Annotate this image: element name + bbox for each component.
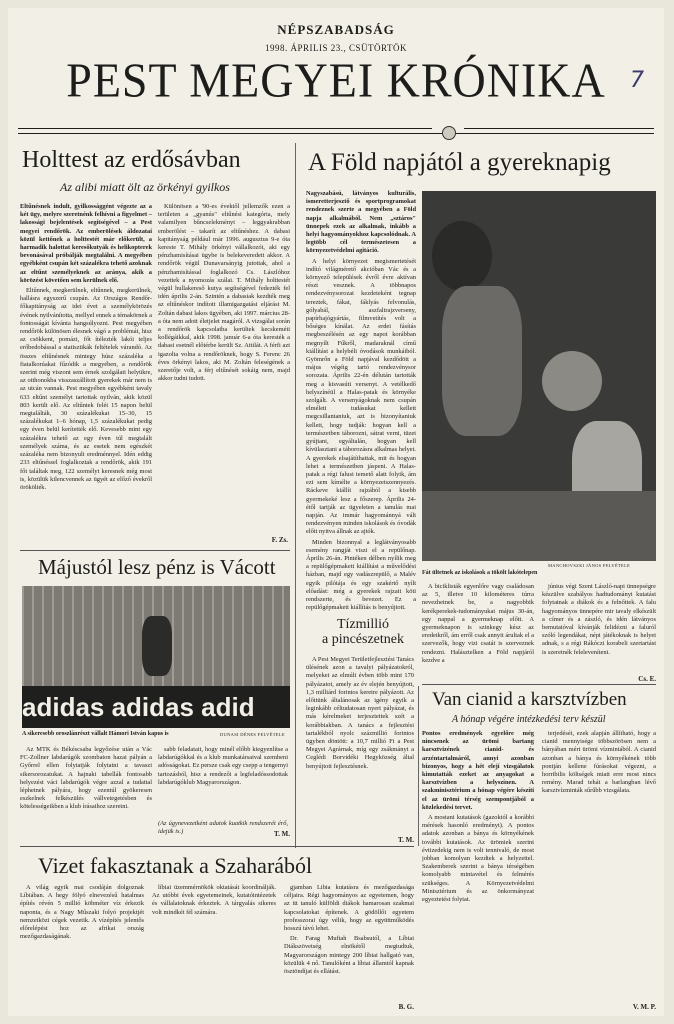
holttest-lead: Eltűnésnek indult, gyilkossággént végezte az a két ügy, melyre szeretnénk felhívni a figyelmet – lakossági bejelentések segítségével – a Pest megyei rendőrök. Az emberölések áldozatai közül kettőnek a holttestét már előkerült, a harmadik halottat keresőkutyák és helikopterek bevonásával próbálják megtalálni. A megyében egyébként csupán két százalékra tehető azoknak az eltűnt személyeknek az aránya, akik a körözést követően sem kerülnek elő.	[20, 203, 152, 284]
vizet-body-2: líbiai üzemmérnökök oktatását koordinálják. Az utóbbi évek egyetemeinek, kutatóintézetek és vállalatoknak érkeztek. A tárgyalás sikeres volt mindkét fél számára.	[152, 884, 276, 916]
majus-signature: T. M.	[273, 830, 290, 838]
fold-body-3: A biciklisták egyenlőre vagy családosan az 5, illetve 10 kilométeres túrra nevezhetnek be, a nagyobbik kerékperekek-tudományukat május 30-án, egy nappal a gyermeknap előtt. A gyermeknapon is szinkegy kész az eredetkről, ám erről csak annyit árultak el a szervezők, hogy vizi csatát is szerveznek rendezni. Halásztelken a Föld napjáról kezdve a	[422, 583, 534, 664]
holttest-title: Holttest az erdősávban	[22, 147, 241, 173]
adidas-banner: adidas adidas adid	[22, 686, 290, 728]
cianid-subtitle: A hónap végére intézkedési terv készül	[452, 714, 606, 725]
cianid-title: Van cianid a karsztvízben	[432, 689, 627, 710]
fold-body-4: június végi Szent László-napi ünnepségre készülve szabályos hadtudományi kutatást folytatnak a diákok és a felnőttek. A falu hagyományos ünnepére mir tavaly elkészült a címer és a zászló, és idén látványos bemutatóval kívánják felidézni a faluról szóló legendákat, népi játékoknak is helyet adnak, s a régi Rákóczi korabeli szertartást is szeretnék feleleveníteni.	[542, 583, 656, 656]
cianid-column-2	[542, 730, 656, 1000]
tizmillio-body: A Pest Megyei Területfejlesztési Tanács ülésének azon a tavalyi pályázatokról, melyeket az elmúlt évben több mint 170 pályázatot, amely az év elején benyújtott, 1,3 milliárd forintos keretre pályázott. Az előttünk általánosak az igény egyik a leginkább céltudatosan nyert pályázat, és más kérelmeket terjesztettek szét a korábbiakban. A tanács a fejlesztési tartalékból nyolc százmillió forintos ügyben döntött: a 10,7 millió Ft a Pest Megyei Agrárnak, míg egy zsákmányt a Ceglédi Borvidéki Hegyközség által benyújtott fejlesztésnek.	[306, 656, 414, 770]
majus-body: Az MTK és Békéscsaba legyőzése után a Vác FC-Zollner labdarúgók szombaton hazai pályán a Győrrel ellen folytatják folytatni a tavaszi sikersorozatukat. A hajnaki tabellák fontosabb helyezést váci labdarúgók végre azzal a tudattal léphetnek pályára, hogy ezentúl gyökeresen eszkelnek felkészülés vállvetegetésben és kötelességeikben a klub írásaihoz szeretni.	[20, 746, 152, 811]
holttest-signature: F. Zs.	[271, 536, 288, 544]
vizet-body: A világ egyik mai csodáján dolgoznak Líbiában. A hegy fölyó elnevezésű hatalmas építés révén 5 millió köbméter víz érkezik naponta, és a Nagy Műszaki folyó projektjét nemzetközi cégek vezetik. A vízépítés jelentős előrelépést hoz az afrikai ország mezőgazdaságának.	[20, 884, 144, 941]
masthead-rule-bottom	[18, 133, 654, 134]
fold-signature: Cs. E.	[638, 675, 656, 683]
majus-column-1	[20, 746, 152, 838]
fold-caption: Fát ültetnek az iskolások a tökölt lakótelepen	[422, 570, 538, 576]
cianid-column-1	[422, 730, 534, 1016]
majus-column-2	[158, 746, 288, 818]
column-divider-2	[295, 608, 296, 848]
vizet-body-4: Dr. Farag Muftah Bsabsutól, a Líbiai Diákszövetség elnökétől megtudtuk, Magyarországon mintegy 200 líbiai hallgató van, közülük 4 nő. Tanulóként a líbiai államtól kapnak ösztöndíjat és ellátást.	[284, 935, 414, 976]
cianid-signature: V. M. P.	[632, 1003, 656, 1011]
masthead-rule-top	[18, 128, 432, 129]
vizet-column-1	[20, 884, 144, 1012]
column-divider-1	[295, 143, 296, 683]
holttest-body: Eltűnnek, megkerülnek, eltűnnek, megkerülnek, hallásra egyszerű csupán. Az Országos Rendőr-főkapitányság az idei évet a személykörözés évének nyilvánította, mellyel ennek a témakörnek a fontosságát kívánta hangsúlyozni. Pest megyében rendőrök különösen élesnek vágó a problémát, hisz az csökkent, pomázi, főt ítélezték lakói teljes erőbedobással a statisztikák feltételek várandó. Az összes eltűnésnek mintegy húsz százaléka a fiatalkorúakat fűzódik a megyében, a rendőrök szerint még viszont sem érnek szolgálati helyükre, az otthonokba visszaszállított gyerekek már nem is az utcán vannak. Pest megyében egyébként tavaly 633 eltűnt személyt tartottak nyilván, akik közül 803 került elő. Az eltűntek felét 15 napon belül megtalálták, 30 százalékukat 15–30, 15 százalékukat 1–6 hónap, 1,5 százalékukat pedig egy éven belül kerítették elő. Kevesebb mint egy százalékra tehető az egy éven túl megtalált személyek száma, és az esetek nem egészkét százaléka nem bizonyult eredménnyel. Idén eddig 233 eltűnéssel foglalkoztak a rendőrök, akik 191 főt találtak meg, 122 személyt keresnek még most is, közülük kilencvennek az ügyét az előző évekről örökölték.	[20, 287, 152, 491]
fold-column-3	[542, 583, 656, 675]
vizet-body-3: gjamban Libia kutatásra és mezőgazdasága céljaira. Régi hagyományos az egyetemen, hogy az itt tanuló külföldi diákok hamarosan szakmai kapcsolatokat építenek. A gödöllői egyetem professzorai úgy vélik, hogy az együttműködés hosszú távú lehet.	[284, 884, 414, 933]
majus-note: (Az úgynevezetként adatok kuatkik rendszerét érő, idejük is.)	[158, 820, 288, 836]
cianid-lead: Pontos eredmények egyelőre még nincsenek az ürömi bartang karsztvizének cianid- és arzéntartalmáról, annyi azonban bizonyos, hogy a hét elejí vizsgálatok kimutatták ezeket az anyagokat a karsztvízben a helyszínen. A szakminisztérium a hónap végére készíti el az ürömi térség szempontjából a közlekedési tervet.	[422, 730, 534, 811]
majus-photo	[22, 586, 290, 728]
cianid-body: A mostani kutatások (gazoktól a korábbi mérések hasonló eredményt). A pontos adatok azonban a bánya és környékének további kutatások. Az ürömiek szerint évtizedekig nem is volt tennivaló, de most jobban komolyan kezdtek a helyzettel. Szakemberek szerint a bánya térségében komolyabb mintavétel és felmérés szükséges. A Környezetvédelmi Minisztérium és az önkormányzat egyeztetést folytat.	[422, 814, 534, 904]
tizmillio-signature: T. M.	[397, 836, 414, 844]
section-title: PEST MEGYEI KRÓNIKA	[66, 53, 606, 108]
child-figure-3	[542, 351, 602, 411]
section-divider-1	[20, 550, 290, 551]
majus-photo-credit: DUNASI DÉNES FELVÉTELE	[220, 732, 285, 737]
holttest-column-1	[20, 203, 152, 548]
fold-body: A helyi környezet megismertetését indító világmérető akcióban Vác és a környező települések évről évre aktívan részt vesznek. A többnapos rendezvénysorozat kezdeteként tegnap tereztek, fákat, fáklyás felvonulás, gólyabál, aszfaltrajzverseny, papírhajógyártás, filmvetítés volt a bőséges kínálat. Az erdei fásítás megbeszélésén az egy napot korábban megnyílt Fűkről, madaraknál című kiállítást a helybéli óvodások munkáiból. Gyömrőn a Föld napjával kezdődött a május végéig tartó rendezvénysor sorozata. Április 22-én délután tartották meg a kisvasúti versenyt. A vetélkedő helyszínéül a Halas-patak és környéke szolgált. A versenyágoknak nem csupán elméleti tudásukat kellett megcsillantaniuk, azt is bizonyítaniuk kellett, hogy tudják: hogyan kell a természetben táborozni, sátrat verni, tüzet gyújtani, egyáltalán, hogyan kell kívülasztani a táborozásra alkalmas helyet. A gyerekek elsajátíthattak, mit és hogyan lehet a természetben jáspeni. A Halas-patak a régi falusi temető alatt folyik, ám ezt sem kímélte a környezetszennyezés. Ráckeve kiállít rajzából a kisebb gyermekeké lesz a főszerep. Április 24-étől tartják az ügyeleten a tanulás mai napján. Az immár hagyománnyá vált rendezvényen minden iskolások és óvodák előtt nyitva állnak az ajtók.	[306, 257, 416, 536]
section-divider-2	[422, 684, 656, 685]
cianid-body-2: terjedését, ezek alapján állítható, hogy a cianid mennyisége többszörösen nem a bányában mért ürömi vízmintából. A cianid azonban a bánya és környékének több pontján kellene fúrásokat végezni, a horribilis költségek miatt erre most nincs remény. Marad tehát a barlangban lévő karsztvízminták sűrűbb vizsgálata.	[542, 730, 656, 795]
vizet-title: Vizet fakasztanak a Szaharából	[38, 853, 313, 878]
goalkeeper-figure	[142, 616, 172, 676]
emblem-icon	[442, 126, 456, 140]
tizmillio-title-text: Tízmillió a pincészetnek	[321, 617, 404, 647]
fold-column-1	[306, 190, 416, 620]
holttest-body-2: Különösen a '90-es évektől jellemzők ezen a területen a „gyanús" eltűnési kategória, mely valamilyen bűncselekményt – leggyakrabban emberölést – takarít az eltűnéshez. A dabasi kapitányság például már 1996. augusztus 9-e óta kereste T. Mihály örkényi vállalkozót, aki egy pénzhamisításai ügybe is belekeveredett akkor. A rendőrök végül Dunavarsányig jutottak, ahol a pénzhamisítással foglalkozó Cs. Lászlóhoz vezettek a nyomozás szálai. T. Mihály holttestét végül hullakereső kutya segítségével fedezték fel idén április 2-án. Szintén a dabasiak kezdték meg az eltűnéskor indított illamigazgatási eljárást M. Zoltán dabasi lakos ügyében, aki 1997. március 28-a óta nem adott életjelet magáról. A vizsgálat során a rendőrök kapcsolatba kerültek kecskeméti kollégáikkal, akik 1998. január 6-a óta keresték a dabasi esetnél előtérbe került Sz. Attilát. A férfi azt igazolta volna a rendőröknek, hogy S. Ferenc 26 éves örkényi lakos, aki M. Zoltán feleségének a szeretője volt, a férj eltűnését sokáig nem, majd akkor tudni tudott.	[158, 203, 290, 383]
fold-column-2	[422, 583, 534, 683]
vizet-column-3	[284, 884, 414, 1002]
majus-title: Májustól lesz pénz is Vácott	[38, 555, 276, 579]
fold-lead: Nagyszabású, látványos kulturális, ismeretterjesztő és sportprogramokat rendeznek szerte a megyében a Föld napja alkalmából. Nem „sztáros" ünnepek ezek az alkalmak, inkább a helyi hagyományokhoz kapcsolódnak. A legtöbb cél természetesen a környezetvédelmi agitáció.	[306, 190, 416, 255]
vizet-column-2	[152, 884, 276, 1012]
issue-date: 1998. ÁPRILIS 23., CSÜTÖRTÖK	[265, 43, 407, 53]
paper-name: NÉPSZABADSÁG	[277, 22, 395, 37]
tizmillio-title	[308, 618, 418, 647]
fold-title: A Föld napjától a gyereknapig	[308, 149, 611, 176]
holttest-subtitle: Az alibi miatt ölt az örkényi gyilkos	[60, 180, 230, 194]
tizmillio-column	[306, 656, 414, 836]
ground	[422, 491, 656, 561]
masthead-rule-top-right	[464, 128, 654, 129]
child-figure-1	[432, 221, 492, 291]
fold-photo	[422, 191, 656, 561]
fold-photo-credit: MANCHOVSZKI JÁNOS FELVÉTELE	[548, 563, 631, 568]
vizet-signature: B. G.	[398, 1003, 414, 1011]
majus-body-2: sabb feladatait, hogy minél előbb kiegyenlítse a labdarúgókkal és a klub munkatársaival szembeni adósságokat. Ez persze csak egy csepp a tengernyi tartozásból, hisz a rendezői a legfeladóssodottak labdarúgóklub Magyarországon.	[158, 746, 288, 786]
majus-caption: A sikeresebb oroszlánrészt vállalt Hámori István kapus is	[22, 731, 169, 737]
child-figure-2	[442, 286, 522, 436]
page-number: 7	[630, 68, 644, 93]
section-divider-3	[20, 846, 414, 847]
newspaper-page	[8, 8, 664, 1016]
holttest-column-2	[158, 203, 290, 533]
fold-body-2: Minden bizonnyal a leglátványosabb esemény rangját viszi el a repülőnap. Április 26-án. Pintéken délben nyílik meg a repülőgépmakett kiállítást a művelődési házban, majd egy vadászrepülő, a Malév egyik pilótája és egy szakértő nyílt előadást: még a gyerekek rajzait köti rendszerte, és bevezet. Ez a repülőgépmakett kiállítás is benyújtott.	[306, 538, 416, 612]
column-divider-3	[418, 686, 419, 846]
